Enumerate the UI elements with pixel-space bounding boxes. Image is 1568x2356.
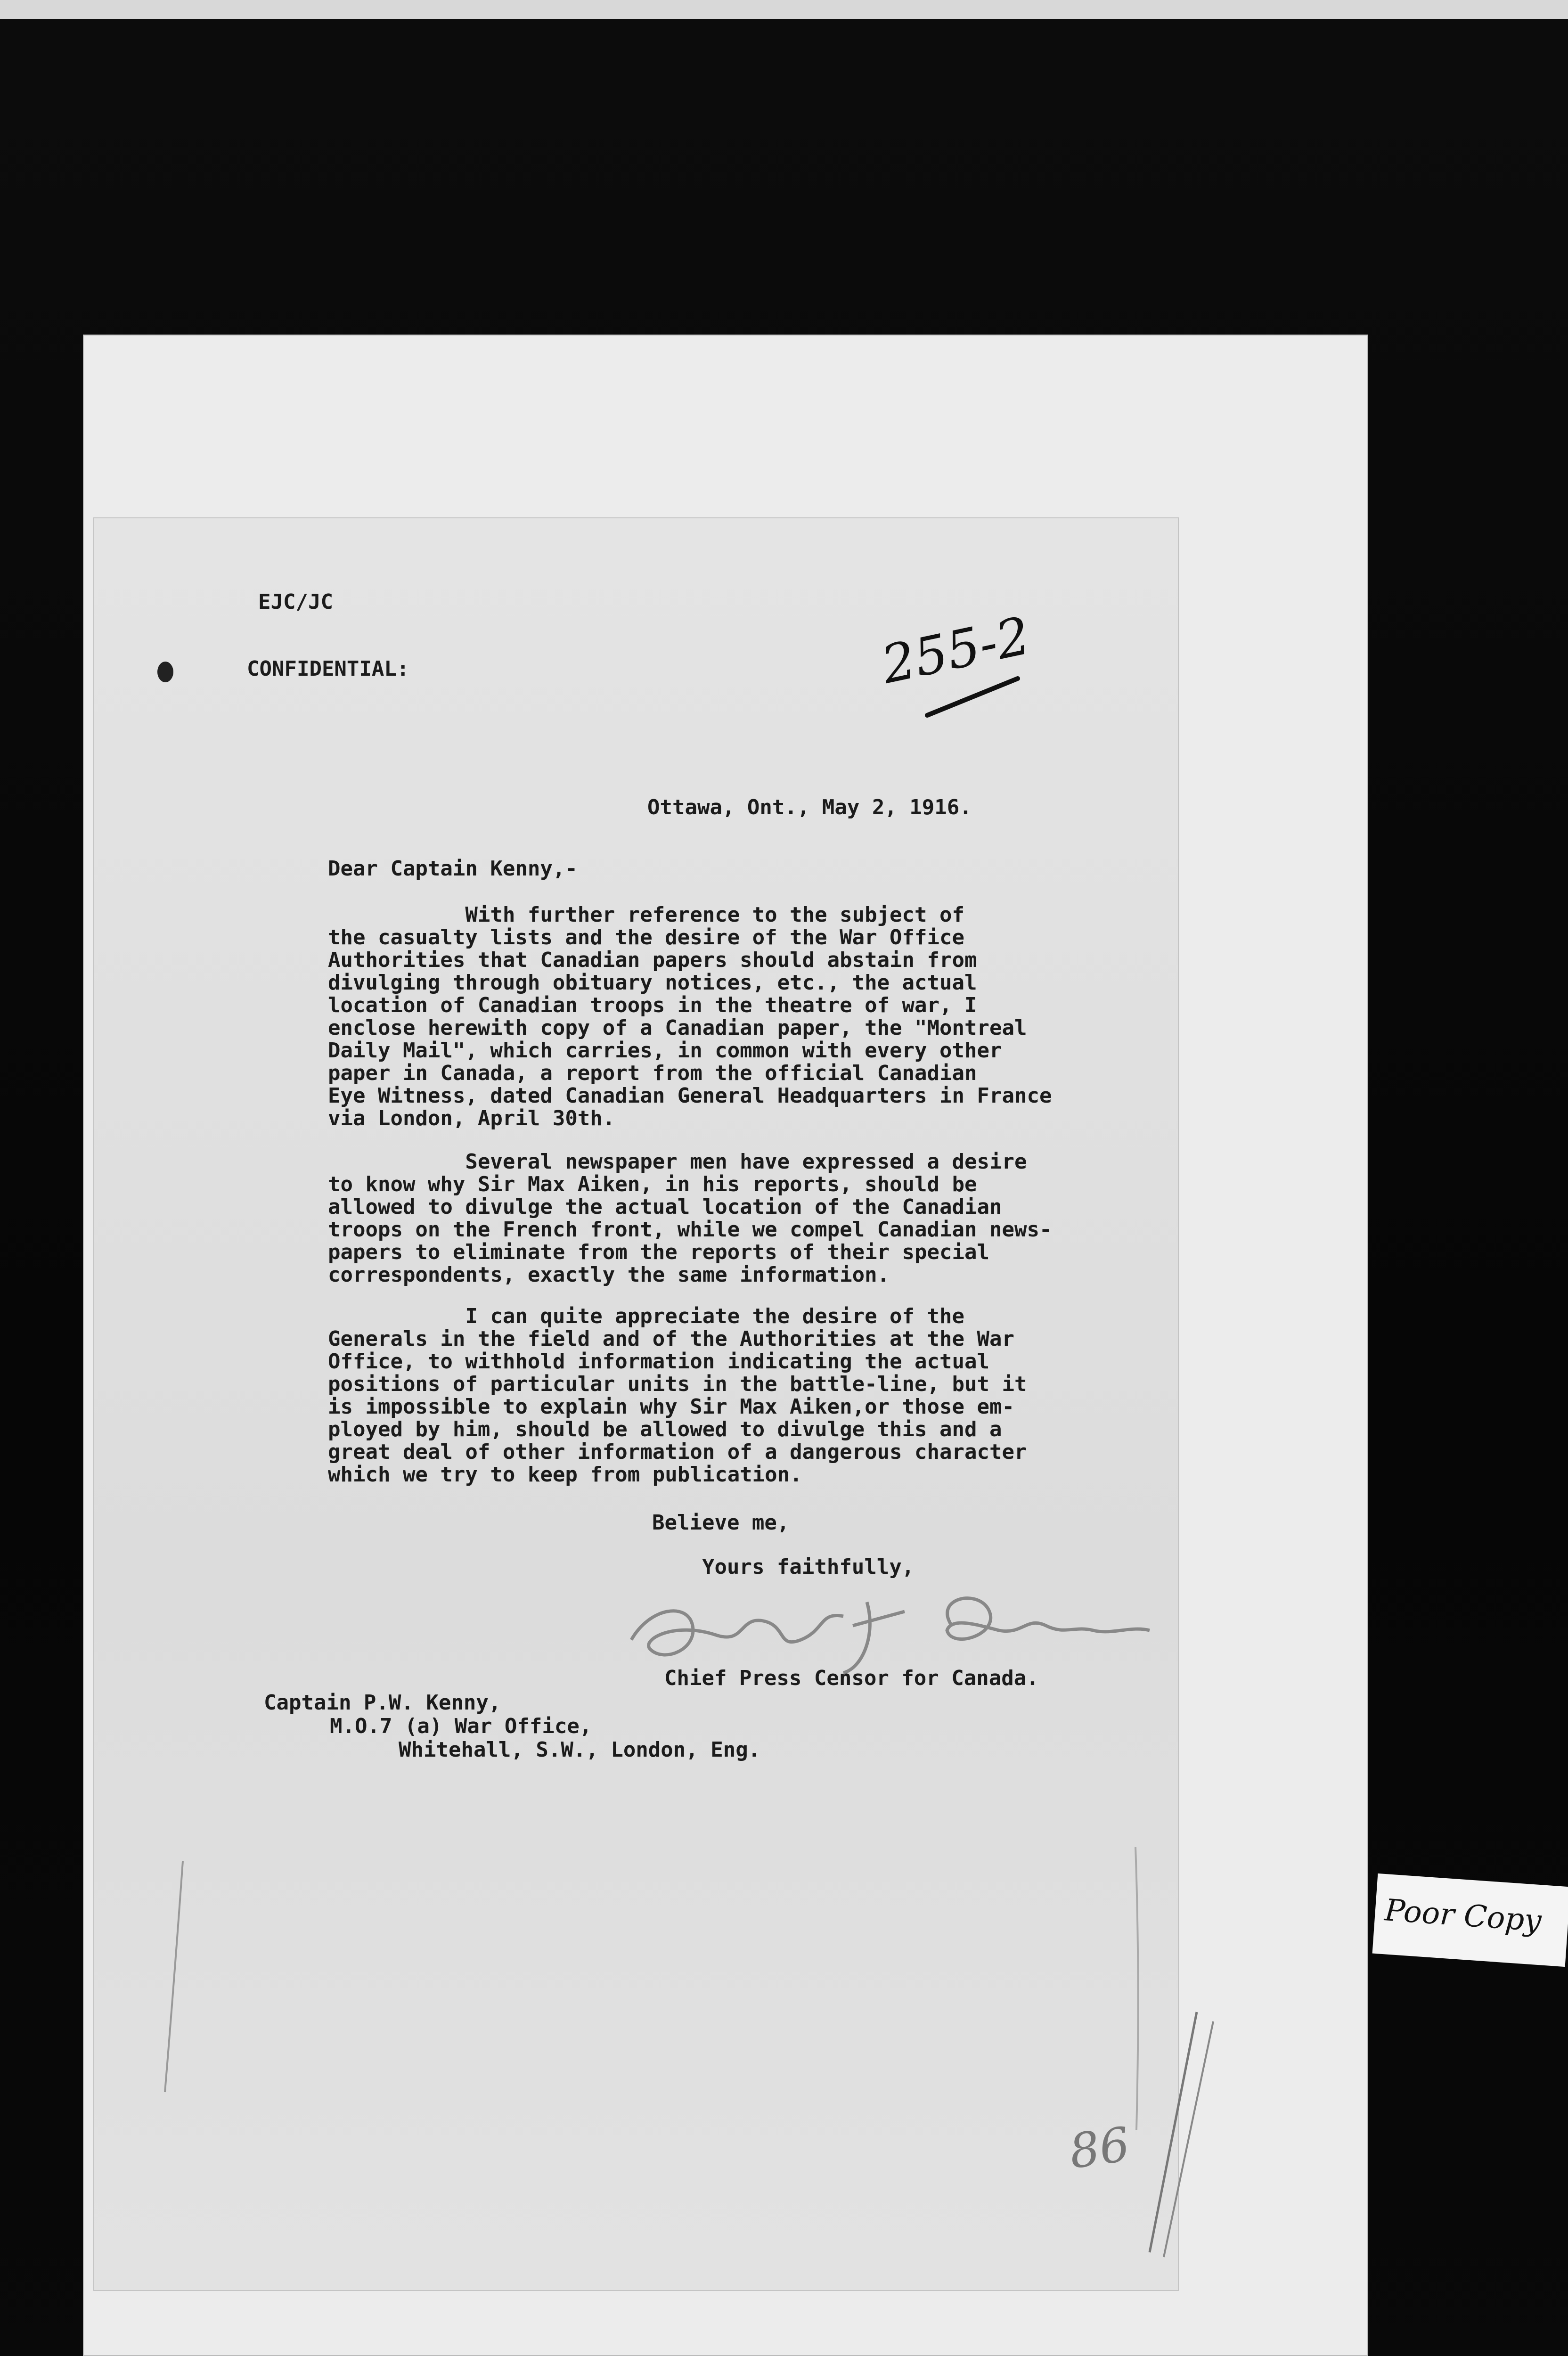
text-line: great deal of other information of a dangerous character (328, 1440, 1027, 1464)
poor-copy-note: Poor Copy (1383, 1893, 1543, 1939)
dateline: Ottawa, Ont., May 2, 1916. (647, 795, 972, 819)
body-paragraph-3 (328, 1305, 1027, 1486)
closing-yours-faithfully: Yours faithfully, (702, 1555, 915, 1579)
recipient-address: Whitehall, S.W., London, Eng. (399, 1738, 761, 1762)
text-line: the casualty lists and the desire of the War Office (328, 925, 965, 949)
text-line: papers to eliminate from the reports of their special (328, 1240, 989, 1264)
text-line: troops on the French front, while we compel Canadian news- (328, 1218, 1052, 1242)
poor-copy-sticker (1372, 1873, 1568, 1967)
body-paragraph-1 (328, 904, 1052, 1130)
text-line: With further reference to the subject of (328, 903, 965, 927)
text-line: Eye Witness, dated Canadian General Headquarters in France (328, 1084, 1052, 1108)
punch-hole-mark (157, 662, 173, 682)
salutation: Dear Captain Kenny,- (328, 857, 578, 881)
text-line: Authorities that Canadian papers should abstain from (328, 948, 977, 972)
text-line: ployed by him, should be allowed to divulge this and a (328, 1417, 1002, 1441)
text-line: Generals in the field and of the Authorities at the War (328, 1327, 1014, 1351)
recipient-name: Captain P.W. Kenny, (264, 1691, 501, 1715)
text-line: to know why Sir Max Aiken, in his reports, should be (328, 1172, 977, 1196)
text-line: paper in Canada, a report from the official Canadian (328, 1061, 977, 1085)
text-line: correspondents, exactly the same information. (328, 1263, 890, 1287)
text-line: is impossible to explain why Sir Max Aiken,or those em- (328, 1395, 1014, 1419)
handwritten-file-note: 255-2 (876, 605, 1035, 695)
file-note-underline (923, 674, 1032, 721)
recipient-office: M.O.7 (a) War Office, (330, 1714, 592, 1738)
text-line: allowed to divulge the actual location of the Canadian (328, 1195, 1002, 1219)
text-line: I can quite appreciate the desire of the (328, 1304, 965, 1328)
confidential-heading: CONFIDENTIAL: (247, 657, 409, 681)
text-line: via London, April 30th. (328, 1106, 615, 1130)
body-paragraph-2 (328, 1151, 1052, 1286)
handwritten-page-number: 86 (1066, 2116, 1133, 2180)
text-line: location of Canadian troops in the theatre of war, I (328, 993, 977, 1017)
text-line: Several newspaper men have expressed a desire (328, 1150, 1027, 1174)
text-line: which we try to keep from publication. (328, 1463, 802, 1487)
text-line: positions of particular units in the battle-line, but it (328, 1372, 1027, 1396)
closing-believe-me: Believe me, (652, 1511, 790, 1535)
text-line: Office, to withhold information indicating the actual (328, 1350, 989, 1374)
text-line: Daily Mail", which carries, in common with every other (328, 1039, 1002, 1063)
text-line: divulging through obituary notices, etc., the actual (328, 971, 977, 995)
reference-initials: EJC/JC (258, 590, 333, 614)
signature-title: Chief Press Censor for Canada. (664, 1666, 1039, 1690)
handwritten-signature (622, 1569, 1168, 1677)
text-line: enclose herewith copy of a Canadian paper, the "Montreal (328, 1016, 1027, 1040)
